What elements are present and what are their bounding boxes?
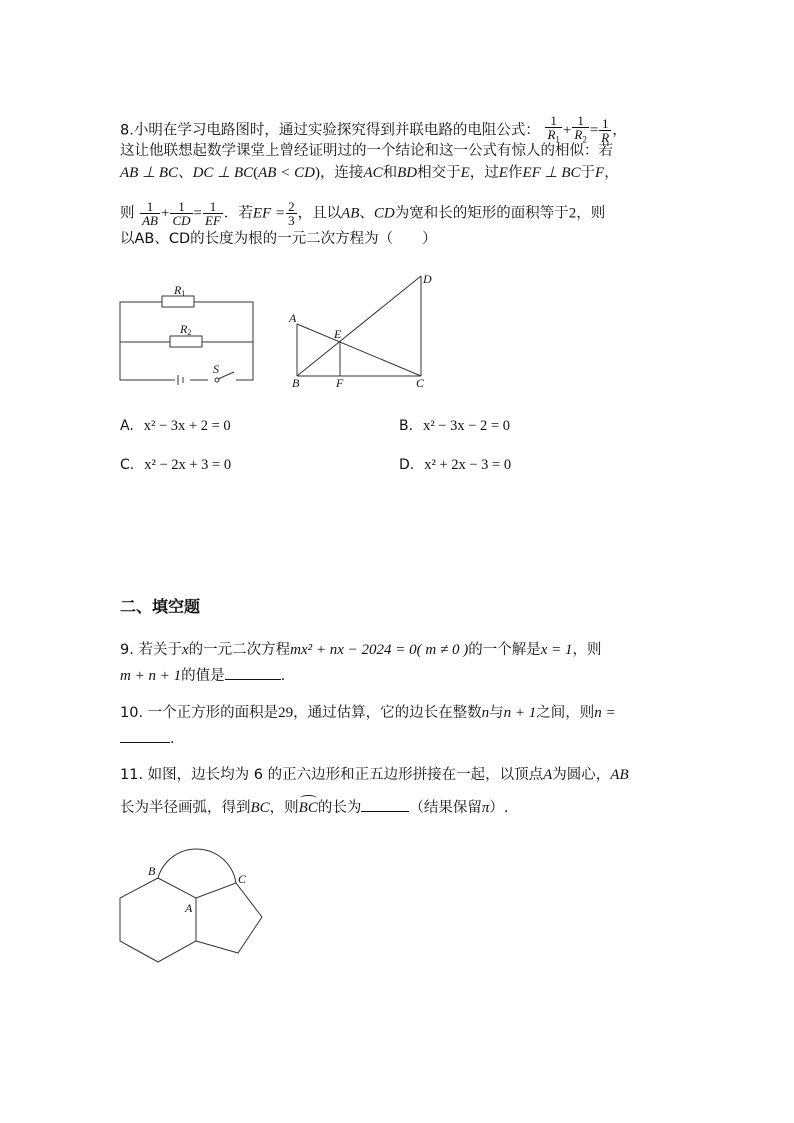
geometry-figure-q8 — [285, 268, 440, 393]
label-r1: R1 — [174, 283, 186, 298]
arc-bc: BC — [298, 800, 318, 816]
q10-line-1: 10. 一个正方形的面积是29，通过估算，它的边长在整数n与n + 1之间，则n = — [120, 705, 616, 721]
fraction-1-over-ef: $\frac{1}{EF}$ — [205, 199, 221, 228]
fraction-1-over-r1: $\frac{1}{R_1}$ — [547, 113, 560, 145]
point-a-label: A — [185, 901, 193, 915]
answer-blank-q10[interactable] — [120, 728, 170, 743]
label-s: S — [213, 362, 219, 376]
point-c-label: C — [238, 872, 247, 886]
q9-line-2: m + n + 1的值是 . — [120, 665, 285, 686]
label-r2: R2 — [180, 322, 192, 337]
q11-line-1: 11. 如图，边长均为 6 的正六边形和正五边形拼接在一起，以顶点A为圆心，AB — [120, 767, 629, 783]
answer-blank-q11[interactable] — [361, 797, 409, 812]
q9-line-1: 9. 若关于x的一元二次方程mx² + nx − 2024 = 0( m ≠ 0 )的一个解是x = 1，则 — [120, 642, 602, 658]
point-c-label: C — [416, 376, 425, 390]
q8-line-5: 以AB、CD的长度为根的一元二次方程为（ ） — [120, 231, 437, 247]
q10-line-2: . — [120, 728, 175, 749]
hexagon — [120, 878, 196, 962]
switch-blade — [218, 372, 234, 379]
point-b-label: B — [148, 864, 156, 878]
point-e-label: E — [334, 327, 342, 341]
fraction-1-over-r: $\frac{1}{R}$ — [601, 115, 610, 145]
point-b-label: B — [292, 376, 300, 390]
option-b[interactable]: B. x² − 3x − 2 = 0 — [399, 418, 510, 434]
point-d-label: D — [423, 272, 432, 286]
section-title: 二、填空题 — [120, 597, 201, 616]
geometry-figure-q11 — [112, 845, 272, 970]
q11-line-2: 长为半径画弧，得到BC，则BC的长为 （结果保留π）. — [120, 797, 508, 818]
point-a-label: A — [289, 311, 297, 325]
resistor-r2 — [170, 336, 202, 347]
point-f-label: F — [336, 376, 344, 390]
arc-bc-path — [158, 849, 236, 883]
answer-blank-q9[interactable] — [225, 665, 281, 680]
q8-line-4: 则 $\frac{1}{AB}$ + $\frac{1}{CD}$ = $\frac{1}{EF}$ ．若EF = $\frac{2}{3}$ ，且以AB、CD为宽和长的矩形的面积等于2，则 — [120, 199, 606, 228]
q8-line-1: 8.小明在学习电路图时，通过实验探究得到并联电路的电阻公式： $\frac{1}{R_1}$ + $\frac{1}{R_2}$ = $\frac{1}{R}$ ， — [120, 113, 627, 145]
option-a[interactable]: A. x² − 3x + 2 = 0 — [120, 418, 231, 434]
option-d[interactable]: D. x² + 2x − 3 = 0 — [399, 457, 512, 473]
pentagon — [196, 883, 262, 953]
q8-line-2: 这让他联想起数学课堂上曾经证明过的一个结论和这一公式有惊人的相似：若 — [120, 143, 613, 159]
fraction-2-over-3: $\frac{2}{3}$ — [288, 199, 295, 228]
fraction-1-over-r2: $\frac{1}{R_2}$ — [574, 113, 587, 145]
circuit-diagram — [110, 280, 265, 390]
q8-line-3: AB ⊥ BC、DC ⊥ BC(AB < CD)，连接AC和BD相交于E，过E作EF ⊥ BC于F， — [120, 165, 619, 181]
resistor-r1 — [162, 296, 194, 307]
fraction-1-over-cd: $\frac{1}{CD}$ — [172, 199, 191, 228]
fraction-1-over-ab: $\frac{1}{AB}$ — [142, 199, 158, 228]
option-c[interactable]: C. x² − 2x + 3 = 0 — [120, 457, 232, 473]
